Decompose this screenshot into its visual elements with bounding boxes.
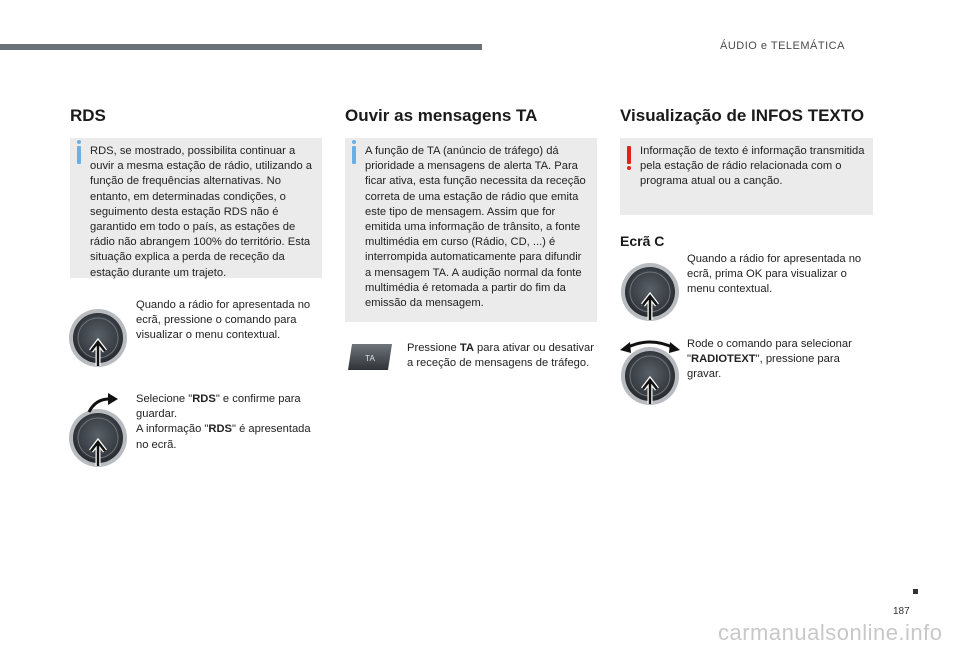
header-bar — [0, 44, 482, 50]
infos-texto-warning-note — [620, 138, 873, 215]
rotary-knob-press-icon — [620, 262, 680, 322]
ta-info-note — [345, 138, 597, 322]
ta-step-text — [407, 341, 597, 371]
bold-term: RDS — [192, 393, 216, 405]
watermark: carmanualsonline.info — [718, 620, 943, 645]
ecra-c-step1-text: Quando a rádio for apresentada no ecrã, prima OK para visualizar o menu contextual. — [687, 253, 862, 296]
rotate-arrow-icon — [86, 392, 122, 414]
warning-icon — [627, 146, 631, 164]
text-run: ", pressione para gravar. — [687, 353, 840, 381]
rotary-knob-press-icon — [68, 308, 128, 368]
ta-note-text: A função de TA (anúncio de tráfego) dá prioridade a mensagens de alerta TA. Para ficar ativa, esta função necessita da receção correta de uma estação de rádio que emita este tipo de mensagem. Assim que for emitida uma informação de trânsito, a fonte multimédia em curso (Rádio, CD, ...) é interrompida automaticamente para difundir a mensagem TA. A audição normal da fonte multimédia é retomada a partir do fim da emissão da mensagem. — [365, 145, 586, 310]
rotary-knob-press-icon — [68, 408, 128, 468]
text-run: A informação " — [136, 423, 209, 436]
rotary-knob-press-icon — [620, 346, 680, 406]
section-label: ÁUDIO e TELEMÁTICA — [720, 40, 845, 52]
text-run: Pressione — [407, 342, 460, 354]
rds-step2-text — [136, 392, 322, 453]
rds-step1-text: Quando a rádio for apresentada no ecrã, pressione o comando para visualizar o menu contextual. — [136, 299, 311, 342]
bold-term: RADIOTEXT — [690, 353, 756, 366]
ta-button-icon — [346, 343, 394, 371]
rds-info-note — [70, 138, 322, 278]
infos-note-text: Informação de texto é informação transmitida pela estação de rádio relacionada com o programa atual ou a canção. — [640, 145, 865, 188]
info-icon — [77, 146, 81, 164]
infos-texto-title: Visualização de INFOS TEXTO — [620, 106, 865, 125]
text-run: para ativar ou desativar a receção de mensagens de tráfego. — [407, 342, 594, 370]
text-run: " é apresentada no ecrã. — [136, 423, 311, 451]
ecra-c-subtitle: Ecrã C — [620, 233, 665, 249]
text-run: Selecione " — [136, 393, 193, 405]
page-marker — [913, 589, 918, 594]
rds-note-text: RDS, se mostrado, possibilita continuar a ouvir a mesma estação de rádio, utilizando a função de frequências alternativas. No entanto, em determinadas condições, o seguimento desta estação RDS não é garantido em todo o país, as estações de rádio não abrangem 100% do território. Esta situação explica a perda de receção da estação durante um trajeto. — [90, 145, 313, 279]
page-number: 187 — [893, 606, 910, 617]
ta-button-label: TA — [365, 354, 375, 363]
text-run: Rode o comando para selecionar " — [687, 338, 852, 366]
text-run: " e confirme para guardar. — [136, 393, 301, 421]
bold-term: RDS — [208, 423, 232, 436]
ecra-c-step2-text — [687, 337, 873, 383]
ta-title: Ouvir as mensagens TA — [345, 106, 538, 125]
bold-term: TA — [459, 342, 474, 354]
info-icon — [352, 146, 356, 164]
rds-title: RDS — [70, 106, 106, 125]
